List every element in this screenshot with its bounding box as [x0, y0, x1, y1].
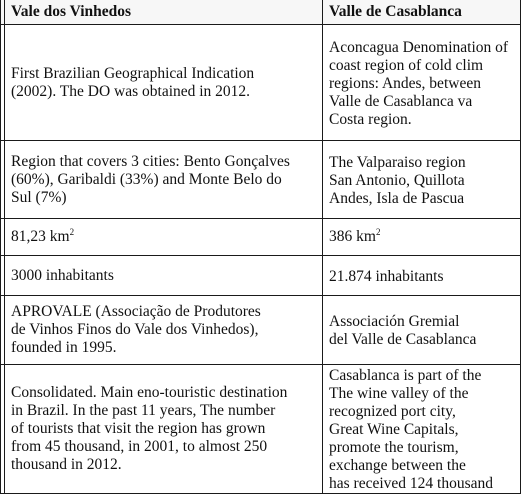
cell-text: Casablanca is part of the The wine valley of the recognized port city, Great Wine Capitals, promote the tourism, exchange between the has received 124 thousand — [329, 367, 493, 492]
area-value: 386 km — [329, 228, 376, 245]
area-unit-superscript: 2 — [69, 226, 75, 237]
cell-text: 3000 inhabitants — [11, 266, 114, 284]
table-row — [1, 296, 521, 365]
cell-casablanca — [323, 25, 521, 141]
cell-text: APROVALE (Associação de Produtores de Vinhos Finos do Vale dos Vinhedos), founded in 1995. — [11, 303, 261, 356]
cell-text: The Valparaiso region San Antonio, Quillota Andes, Isla de Pascua — [329, 153, 466, 207]
cell-text: First Brazilian Geographical Indication (2002). The DO was obtained in 2012. — [11, 64, 255, 100]
area-value: 81,23 km — [11, 228, 70, 245]
cell-vinhedos — [5, 296, 323, 365]
cell-text: Region that covers 3 cities: Bento Gonçalves (60%), Garibaldi (33%) and Monte Belo do Sul (7%) — [11, 152, 290, 206]
table-row — [1, 256, 521, 296]
header-valle-de-casablanca: Valle de Casablanca — [323, 0, 521, 25]
cell-text: Consolidated. Main eno-touristic destination in Brazil. In the past 11 years, The number of tourists that visit the region has grown from 45 thousand, in 2001, to almost 250 thousand in 2012. — [11, 384, 288, 473]
cell-text: Associación Gremial del Valle de Casablanca — [329, 313, 477, 348]
header-vale-dos-vinhedos: Vale dos Vinhedos — [5, 0, 323, 25]
cell-casablanca — [323, 365, 521, 494]
table-row — [1, 141, 521, 219]
cell-text: Aconcagua Denomination of coast region of cold clim regions: Andes, between Valle de Casablanca va Costa region. — [329, 38, 509, 128]
table-header-row — [1, 0, 521, 25]
cell-casablanca — [323, 296, 521, 365]
cell-casablanca — [323, 141, 521, 219]
table-row — [1, 365, 521, 494]
table-row — [1, 25, 521, 141]
cell-casablanca — [323, 219, 521, 256]
table-row — [1, 219, 521, 256]
cell-vinhedos — [5, 365, 323, 494]
cell-vinhedos — [5, 256, 323, 296]
cell-casablanca — [323, 256, 521, 296]
cell-text: 21.874 inhabitants — [329, 267, 444, 285]
cell-vinhedos — [5, 25, 323, 141]
cell-vinhedos — [5, 141, 323, 219]
cell-vinhedos — [5, 219, 323, 256]
area-unit-superscript: 2 — [375, 226, 381, 237]
